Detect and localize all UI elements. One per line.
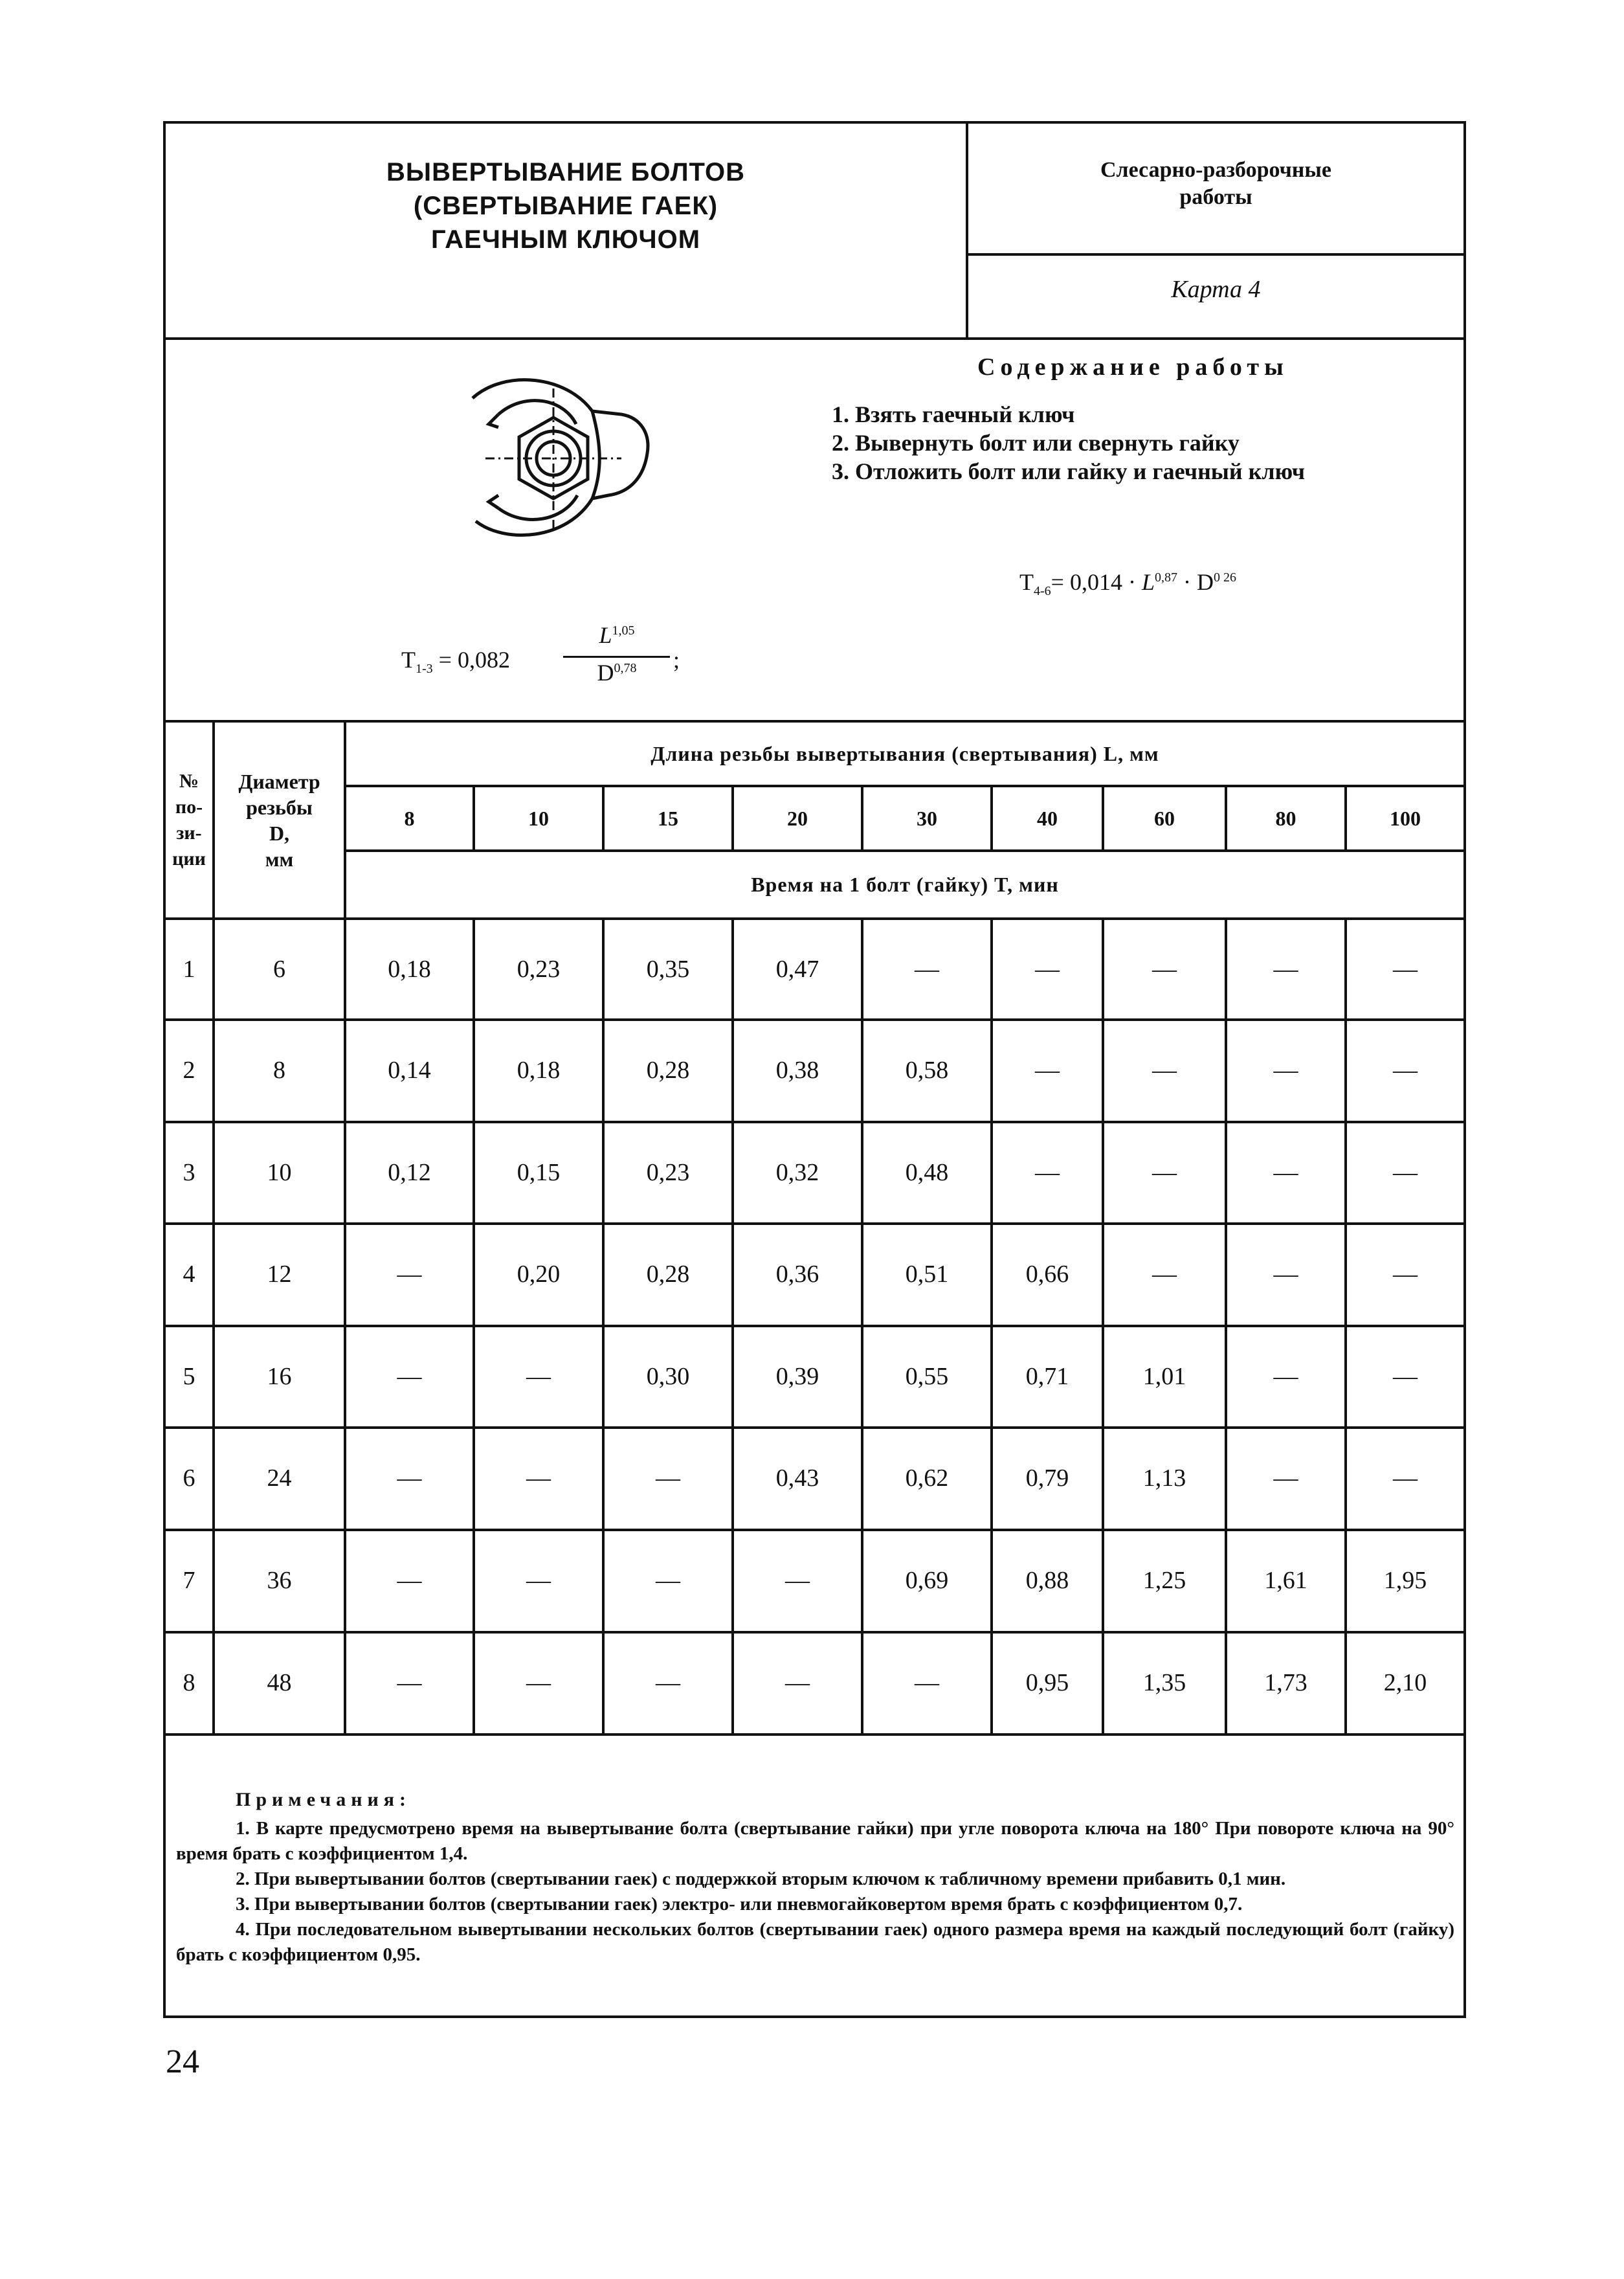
header-bottom xyxy=(163,337,1466,340)
time-value-cell: 0,79 xyxy=(1025,1465,1069,1492)
position-cell: 5 xyxy=(183,1363,195,1390)
time-value-cell: 1,95 xyxy=(1383,1567,1427,1594)
time-value-cell: 0,69 xyxy=(905,1567,949,1594)
time-value-cell: 0,18 xyxy=(388,956,431,983)
formula-2-d-exp: 0 26 xyxy=(1214,570,1236,585)
time-value-cell: 0,32 xyxy=(775,1159,819,1186)
time-value-cell: 0,30 xyxy=(646,1363,690,1390)
note-item: 1. В карте предусмотрено время на вывертывание болта (свертывание гайки) при угле поворота ключа на 180° При повороте ключа на 90° время брать с коэффициентом 1,4. xyxy=(176,1818,1454,1864)
diameter-cell: 16 xyxy=(267,1363,292,1390)
time-value-cell: — xyxy=(785,1567,810,1594)
time-value-cell: 0,23 xyxy=(646,1159,690,1186)
formula-t4-6 xyxy=(1019,568,1343,599)
formula-2-lhs: T xyxy=(1019,569,1034,595)
time-value-cell: — xyxy=(656,1669,680,1696)
formula-1-num-exp: 1,05 xyxy=(612,623,635,638)
time-value-cell: — xyxy=(397,1465,422,1492)
time-value-cell: — xyxy=(1393,1261,1418,1288)
time-value-cell: 0,51 xyxy=(905,1261,949,1288)
length-value: 15 xyxy=(658,806,678,830)
position-header-line: ции xyxy=(172,848,206,870)
formula-2-mid: · D xyxy=(1177,569,1214,595)
header-divider xyxy=(966,121,968,340)
time-value-cell: — xyxy=(1152,1261,1177,1288)
position-cell: 2 xyxy=(183,1057,195,1084)
time-value-cell: 0,28 xyxy=(646,1057,690,1084)
time-value-cell: — xyxy=(1393,956,1418,983)
position-header-line: по- xyxy=(175,796,203,818)
time-value-cell: 0,55 xyxy=(905,1363,949,1390)
formula-1-den: D xyxy=(597,660,614,686)
note-item: 3. При вывертывании болтов (свертывании гаек) электро- или пневмогайковертом время брать с коэффициентом 0,7. xyxy=(236,1894,1243,1914)
time-value-cell: 0,35 xyxy=(646,956,690,983)
position-cell: 4 xyxy=(183,1261,195,1288)
formula-2-expr: = 0,014 · xyxy=(1051,569,1142,595)
time-value-cell: — xyxy=(656,1465,680,1492)
time-value-cell: 0,43 xyxy=(775,1465,819,1492)
notes-heading: Примечания: xyxy=(236,1789,412,1810)
diameter-header-line: мм xyxy=(265,847,294,871)
time-value-cell: 0,62 xyxy=(905,1465,949,1492)
time-value-cell: 2,10 xyxy=(1383,1669,1427,1696)
time-value-cell: 0,66 xyxy=(1025,1261,1069,1288)
notes xyxy=(176,1787,1454,1968)
time-value-cell: — xyxy=(1035,1159,1060,1186)
time-value-cell: 1,25 xyxy=(1142,1567,1186,1594)
fraction-bar xyxy=(563,656,670,658)
position-cell: 7 xyxy=(183,1567,195,1594)
formula-1-den-exp: 0,78 xyxy=(614,661,637,675)
time-header: Время на 1 болт (гайку) T, мин xyxy=(751,873,1059,896)
length-value: 80 xyxy=(1275,806,1296,830)
time-value-cell: 1,13 xyxy=(1142,1465,1186,1492)
time-value-cell: — xyxy=(1273,1057,1298,1084)
time-value-cell: 0,48 xyxy=(905,1159,949,1186)
length-value: 20 xyxy=(787,806,808,830)
time-value-cell: 0,88 xyxy=(1025,1567,1069,1594)
time-value-cell: — xyxy=(1393,1057,1418,1084)
page-number: 24 xyxy=(166,2043,199,2080)
formula-1-num: L xyxy=(599,622,612,648)
diameter-cell: 36 xyxy=(267,1567,292,1594)
note-item: 4. При последовательном вывертывании нескольких болтов (свертывании гаек) одного размера время на каждый последующий болт (гайку) брать с коэффициентом 0,95. xyxy=(176,1919,1454,1965)
work-content-heading: Содержание работы xyxy=(977,354,1289,381)
diameter-header-line: резьбы xyxy=(246,795,313,819)
wrench-drawing xyxy=(427,363,686,576)
formula-2-sub: 4-6 xyxy=(1034,584,1051,599)
time-value-cell: — xyxy=(1152,1159,1177,1186)
card-title-line-1: ВЫВЕРТЫВАНИЕ БОЛТОВ xyxy=(386,158,745,186)
work-step: 3. Отложить болт или гайку и гаечный ключ xyxy=(832,458,1306,484)
time-value-cell: — xyxy=(1393,1465,1418,1492)
time-value-cell: 0,71 xyxy=(1025,1363,1069,1390)
time-value-cell: 0,39 xyxy=(775,1363,819,1390)
time-value-cell: — xyxy=(1152,1057,1177,1084)
time-value-cell: — xyxy=(526,1669,551,1696)
time-value-cell: — xyxy=(526,1363,551,1390)
length-value: 30 xyxy=(917,806,937,830)
time-value-cell: — xyxy=(1393,1159,1418,1186)
time-value-cell: 1,35 xyxy=(1142,1669,1186,1696)
time-value-cell: — xyxy=(1035,956,1060,983)
time-value-cell: — xyxy=(1152,956,1177,983)
time-value-cell: 0,38 xyxy=(775,1057,819,1084)
time-value-cell: 1,01 xyxy=(1142,1363,1186,1390)
card-title-line-3: ГАЕЧНЫМ КЛЮЧОМ xyxy=(430,225,701,254)
formula-t1-3 xyxy=(401,622,699,693)
diameter-cell: 24 xyxy=(267,1465,292,1492)
diameter-cell: 12 xyxy=(267,1261,292,1288)
diameter-cell: 8 xyxy=(273,1057,285,1084)
header-sub-divider xyxy=(966,253,1466,256)
work-category-line-1: Слесарно-разборочные xyxy=(1100,158,1332,182)
time-value-cell: — xyxy=(1273,1261,1298,1288)
work-category-line-2: работы xyxy=(1179,185,1252,209)
frame-bottom xyxy=(163,2015,1466,2018)
time-value-cell: 0,18 xyxy=(517,1057,561,1084)
time-value-cell: — xyxy=(1273,1159,1298,1186)
time-value-cell: — xyxy=(1035,1057,1060,1084)
time-value-cell: 0,36 xyxy=(775,1261,819,1288)
length-value: 8 xyxy=(404,806,415,830)
time-value-cell: 0,20 xyxy=(517,1261,561,1288)
time-value-cell: — xyxy=(397,1363,422,1390)
length-value: 40 xyxy=(1037,806,1058,830)
note-item: 2. При вывертывании болтов (свертывании гаек) с поддержкой вторым ключом к табличному времени прибавить 0,1 мин. xyxy=(236,1869,1286,1889)
length-value: 10 xyxy=(528,806,549,830)
time-value-cell: — xyxy=(656,1567,680,1594)
time-value-cell: 0,12 xyxy=(388,1159,431,1186)
position-cell: 3 xyxy=(183,1159,195,1186)
formula-1-lhs: T xyxy=(401,647,416,673)
time-value-cell: 0,47 xyxy=(775,956,819,983)
time-value-cell: — xyxy=(915,956,939,983)
length-value: 100 xyxy=(1390,806,1421,830)
position-cell: 1 xyxy=(183,956,195,983)
work-step: 1. Взять гаечный ключ xyxy=(832,401,1075,427)
time-value-cell: 1,61 xyxy=(1264,1567,1307,1594)
work-step: 2. Вывернуть болт или свернуть гайку xyxy=(832,430,1240,456)
time-value-cell: — xyxy=(785,1669,810,1696)
card-number: Карта 4 xyxy=(1171,276,1261,303)
time-value-cell: — xyxy=(526,1465,551,1492)
position-cell: 8 xyxy=(183,1669,195,1696)
diameter-cell: 6 xyxy=(273,956,285,983)
time-value-cell: 0,95 xyxy=(1025,1669,1069,1696)
time-value-cell: 0,28 xyxy=(646,1261,690,1288)
position-cell: 6 xyxy=(183,1465,195,1492)
card-title xyxy=(166,155,966,256)
formula-1-tail: ; xyxy=(673,647,680,673)
time-value-cell: — xyxy=(397,1261,422,1288)
formula-1-eq: = 0,082 xyxy=(438,647,510,673)
time-value-cell: — xyxy=(1273,1465,1298,1492)
position-header-line: зи- xyxy=(176,822,202,844)
diameter-header-line: Диаметр xyxy=(238,769,320,793)
position-header-line: № xyxy=(179,770,199,792)
length-value: 60 xyxy=(1154,806,1175,830)
time-value-cell: — xyxy=(915,1669,939,1696)
time-value-cell: — xyxy=(1273,956,1298,983)
time-value-cell: 0,58 xyxy=(905,1057,949,1084)
time-value-cell: 1,73 xyxy=(1264,1669,1307,1696)
time-value-cell: 0,15 xyxy=(517,1159,561,1186)
formula-2-l: L xyxy=(1141,569,1155,595)
time-value-cell: 0,14 xyxy=(388,1057,431,1084)
table-bottom xyxy=(163,1733,1466,1736)
position-column-header xyxy=(166,723,212,917)
length-header: Длина резьбы вывертывания (свертывания) L, мм xyxy=(651,741,1159,765)
diameter-header-line: D, xyxy=(269,821,290,845)
time-value-cell: — xyxy=(397,1669,422,1696)
diameter-column-header xyxy=(215,723,344,917)
diameter-cell: 10 xyxy=(267,1159,292,1186)
time-value-cell: — xyxy=(397,1567,422,1594)
time-value-cell: 0,23 xyxy=(517,956,561,983)
frame-top xyxy=(163,121,1466,124)
time-value-cell: — xyxy=(526,1567,551,1594)
diameter-cell: 48 xyxy=(267,1669,292,1696)
work-category xyxy=(968,157,1463,211)
formula-1-sub: 1-3 xyxy=(416,662,433,677)
time-value-cell: — xyxy=(1393,1363,1418,1390)
time-value-cell: — xyxy=(1273,1363,1298,1390)
card-title-line-2: (СВЕРТЫВАНИЕ ГАЕК) xyxy=(413,192,718,220)
formula-2-l-exp: 0,87 xyxy=(1155,570,1177,585)
work-steps xyxy=(832,400,1453,486)
